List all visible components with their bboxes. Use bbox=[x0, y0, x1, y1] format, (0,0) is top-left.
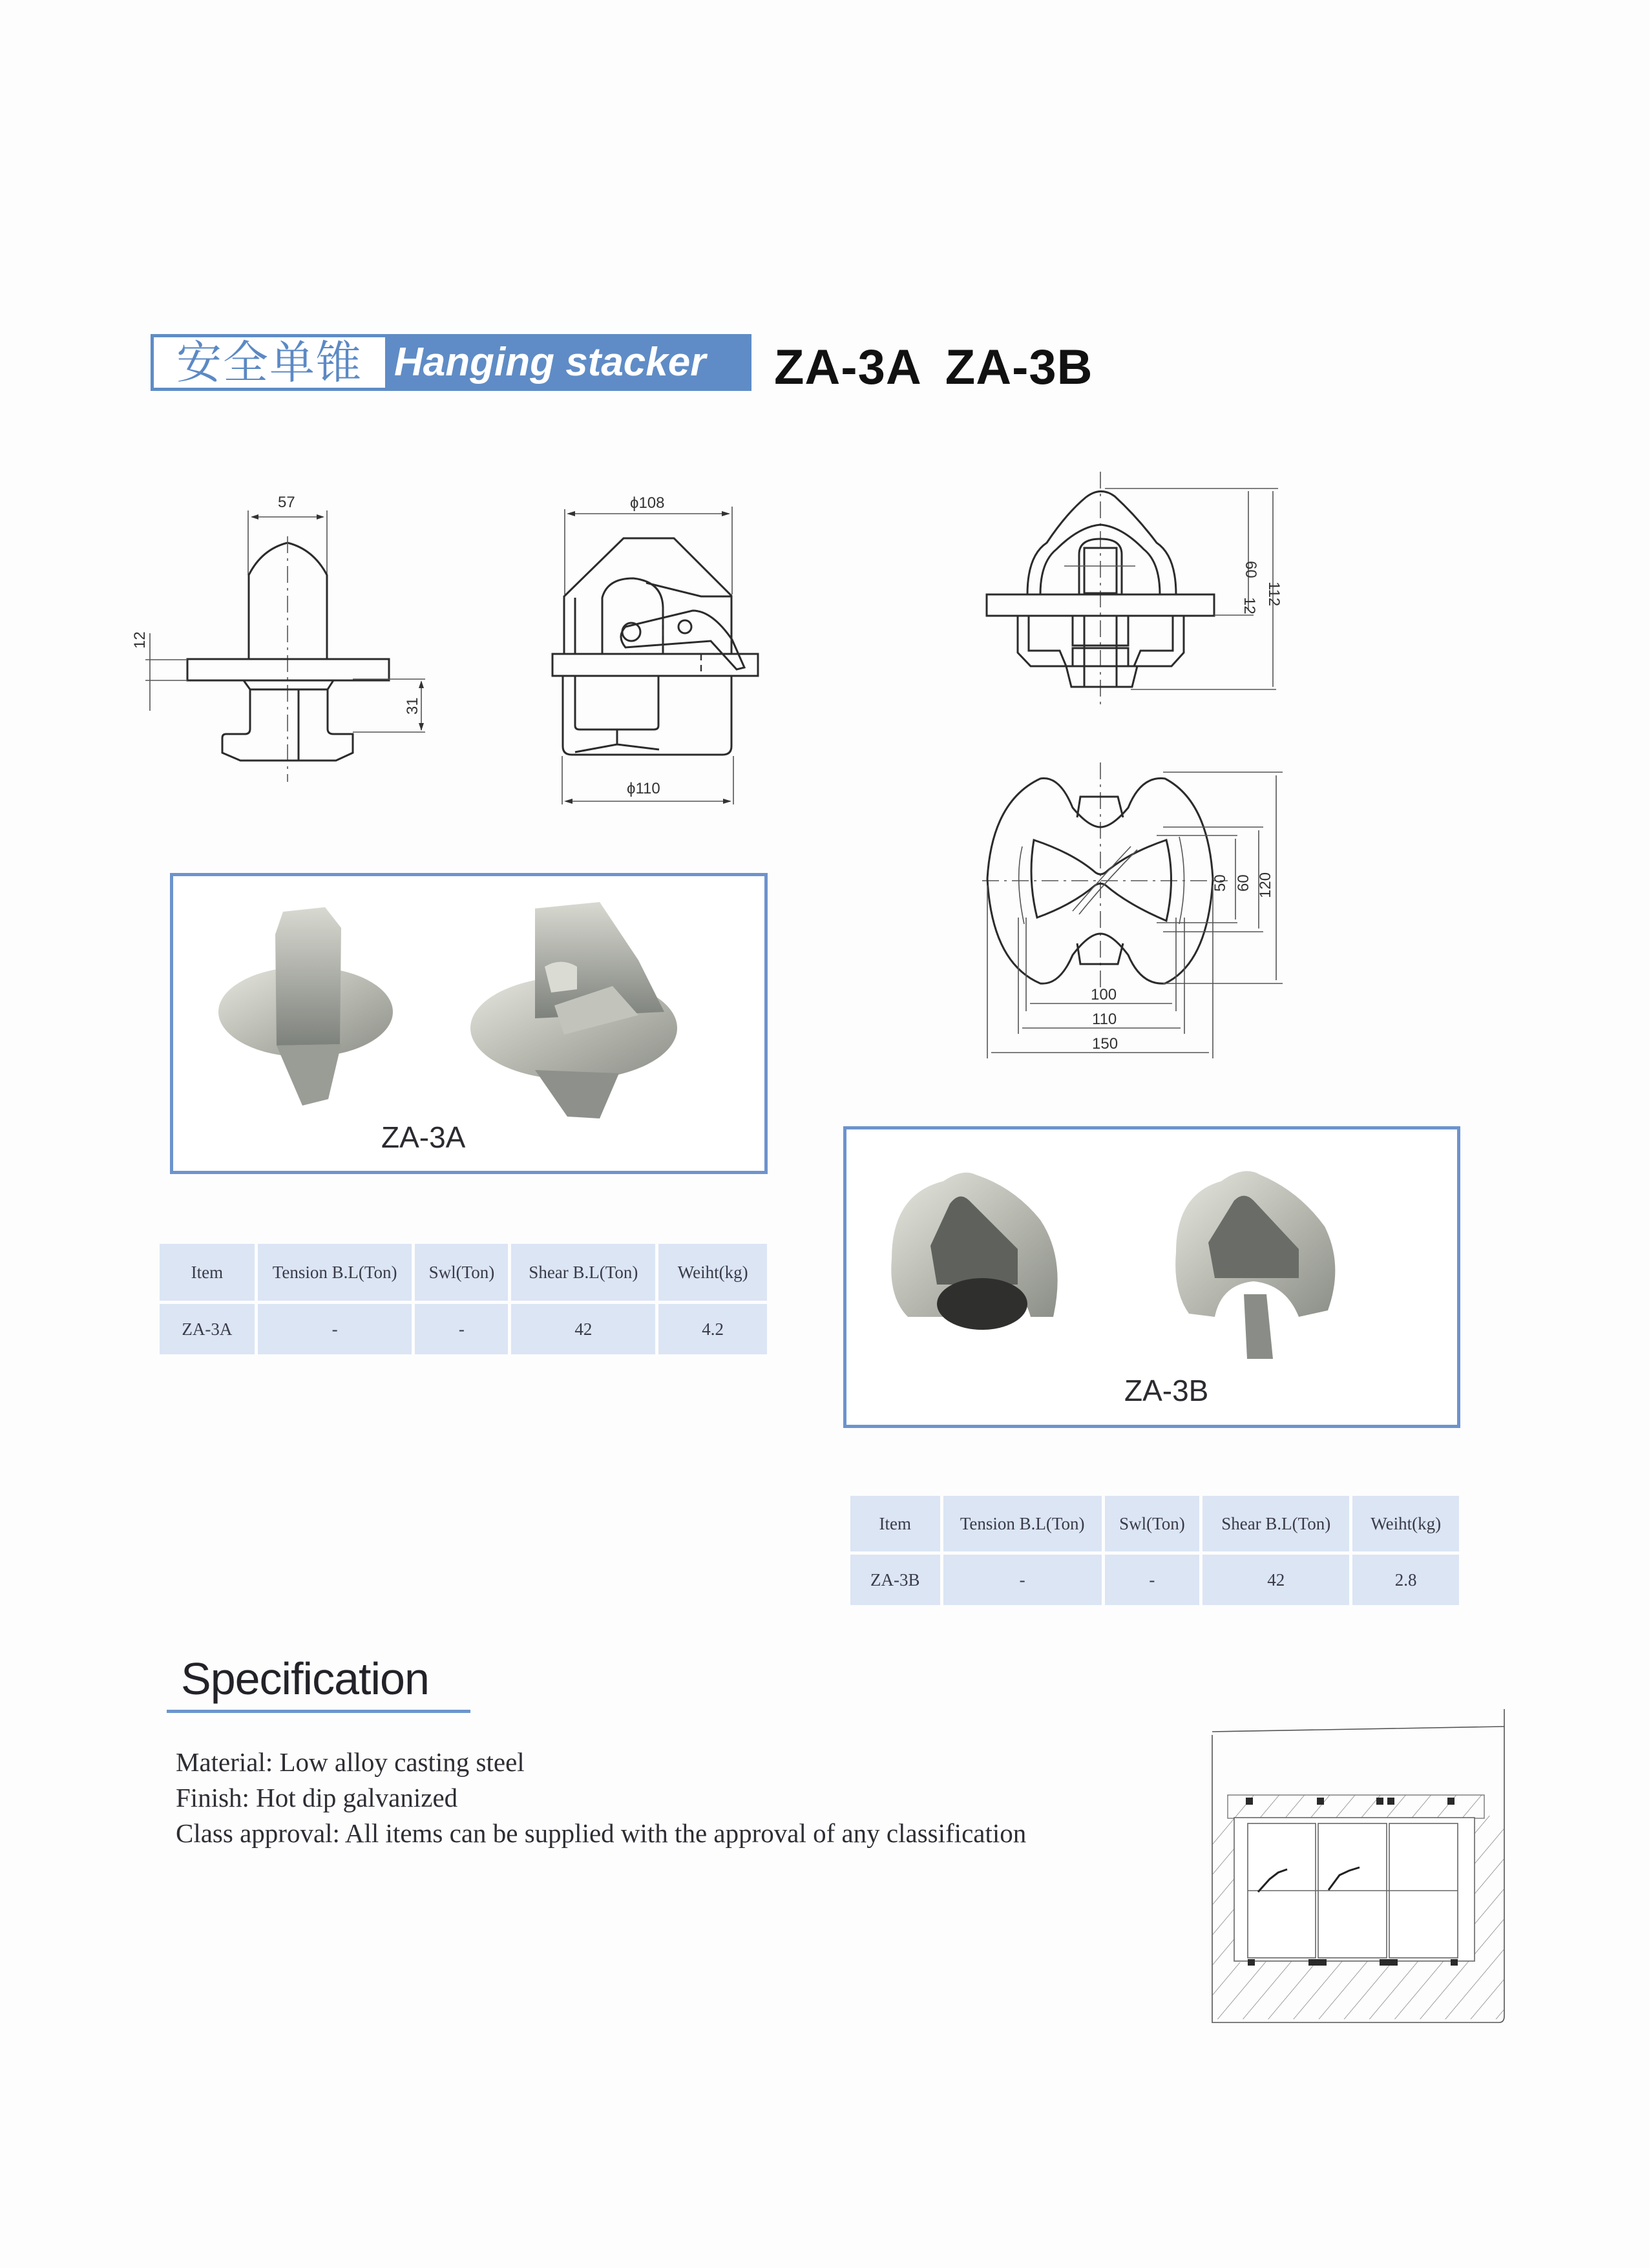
dim-phi110: ϕ110 bbox=[627, 780, 660, 797]
table-row bbox=[160, 1304, 767, 1354]
cell-tension: - bbox=[943, 1555, 1102, 1605]
dim-112: 112 bbox=[1265, 582, 1283, 607]
specification-heading: Specification bbox=[181, 1654, 429, 1704]
header-swl: Swl(Ton) bbox=[415, 1244, 508, 1301]
za3a-product-photo bbox=[173, 876, 764, 1171]
header-item: Item bbox=[850, 1496, 940, 1551]
spec-finish: Finish: Hot dip galvanized bbox=[176, 1783, 458, 1812]
za3b-spec-table bbox=[847, 1493, 1462, 1608]
dim-50: 50 bbox=[1212, 874, 1229, 892]
za3b-photo-caption: ZA-3B bbox=[1124, 1374, 1209, 1407]
cell-swl: - bbox=[415, 1304, 508, 1354]
table-header-row bbox=[160, 1244, 767, 1301]
spec-material: Material: Low alloy casting steel bbox=[176, 1747, 525, 1777]
za3a-photo-caption: ZA-3A bbox=[381, 1120, 466, 1154]
dim-12-b: 12 bbox=[1241, 597, 1258, 614]
header-tension: Tension B.L(Ton) bbox=[258, 1244, 412, 1301]
za3b-top-drawing bbox=[982, 756, 1383, 1066]
model-za3a: ZA-3A bbox=[774, 340, 922, 395]
header-item: Item bbox=[160, 1244, 255, 1301]
dim-110: 110 bbox=[1092, 1011, 1117, 1028]
table-row bbox=[850, 1555, 1459, 1605]
title-chinese: 安全单锥 bbox=[154, 337, 385, 388]
za3b-photo-box bbox=[843, 1126, 1460, 1428]
cell-shear: 42 bbox=[1203, 1555, 1349, 1605]
header-weight: Weiht(kg) bbox=[658, 1244, 767, 1301]
dim-150: 150 bbox=[1092, 1035, 1119, 1053]
header-weight: Weiht(kg) bbox=[1352, 1496, 1459, 1551]
specification-list bbox=[176, 1745, 1026, 1851]
za3b-product-photo bbox=[846, 1129, 1457, 1425]
spec-class-approval: Class approval: All items can be supplied with the approval of any classification bbox=[176, 1818, 1027, 1848]
za3a-side-drawing bbox=[116, 478, 504, 788]
header-shear: Shear B.L(Ton) bbox=[511, 1244, 655, 1301]
cell-item: ZA-3A bbox=[160, 1304, 255, 1354]
header-shear: Shear B.L(Ton) bbox=[1203, 1496, 1349, 1551]
za3a-photo-box bbox=[170, 873, 768, 1174]
cell-shear: 42 bbox=[511, 1304, 655, 1354]
za3a-front-drawing bbox=[543, 478, 788, 814]
za3a-spec-table bbox=[156, 1241, 770, 1358]
title-banner bbox=[151, 334, 751, 391]
dim-12: 12 bbox=[131, 631, 149, 649]
za3b-side-drawing bbox=[982, 465, 1383, 711]
header-tension: Tension B.L(Ton) bbox=[943, 1496, 1102, 1551]
cell-tension: - bbox=[258, 1304, 412, 1354]
model-numbers bbox=[774, 339, 1093, 395]
specification-underline bbox=[167, 1710, 470, 1713]
dim-31: 31 bbox=[404, 697, 421, 715]
dim-57: 57 bbox=[278, 494, 295, 511]
dim-100: 100 bbox=[1091, 986, 1117, 1003]
header-swl: Swl(Ton) bbox=[1105, 1496, 1199, 1551]
container-stowage-diagram bbox=[1202, 1706, 1518, 2042]
cell-swl: - bbox=[1105, 1555, 1199, 1605]
cell-weight: 2.8 bbox=[1352, 1555, 1459, 1605]
dim-phi108: ϕ108 bbox=[630, 494, 665, 512]
dim-60: 60 bbox=[1242, 561, 1259, 578]
title-english: Hanging stacker bbox=[394, 340, 706, 384]
dim-60-top: 60 bbox=[1235, 874, 1252, 892]
cell-weight: 4.2 bbox=[658, 1304, 767, 1354]
table-header-row bbox=[850, 1496, 1459, 1551]
model-za3b: ZA-3B bbox=[945, 340, 1093, 395]
dim-120: 120 bbox=[1257, 872, 1274, 898]
cell-item: ZA-3B bbox=[850, 1555, 940, 1605]
